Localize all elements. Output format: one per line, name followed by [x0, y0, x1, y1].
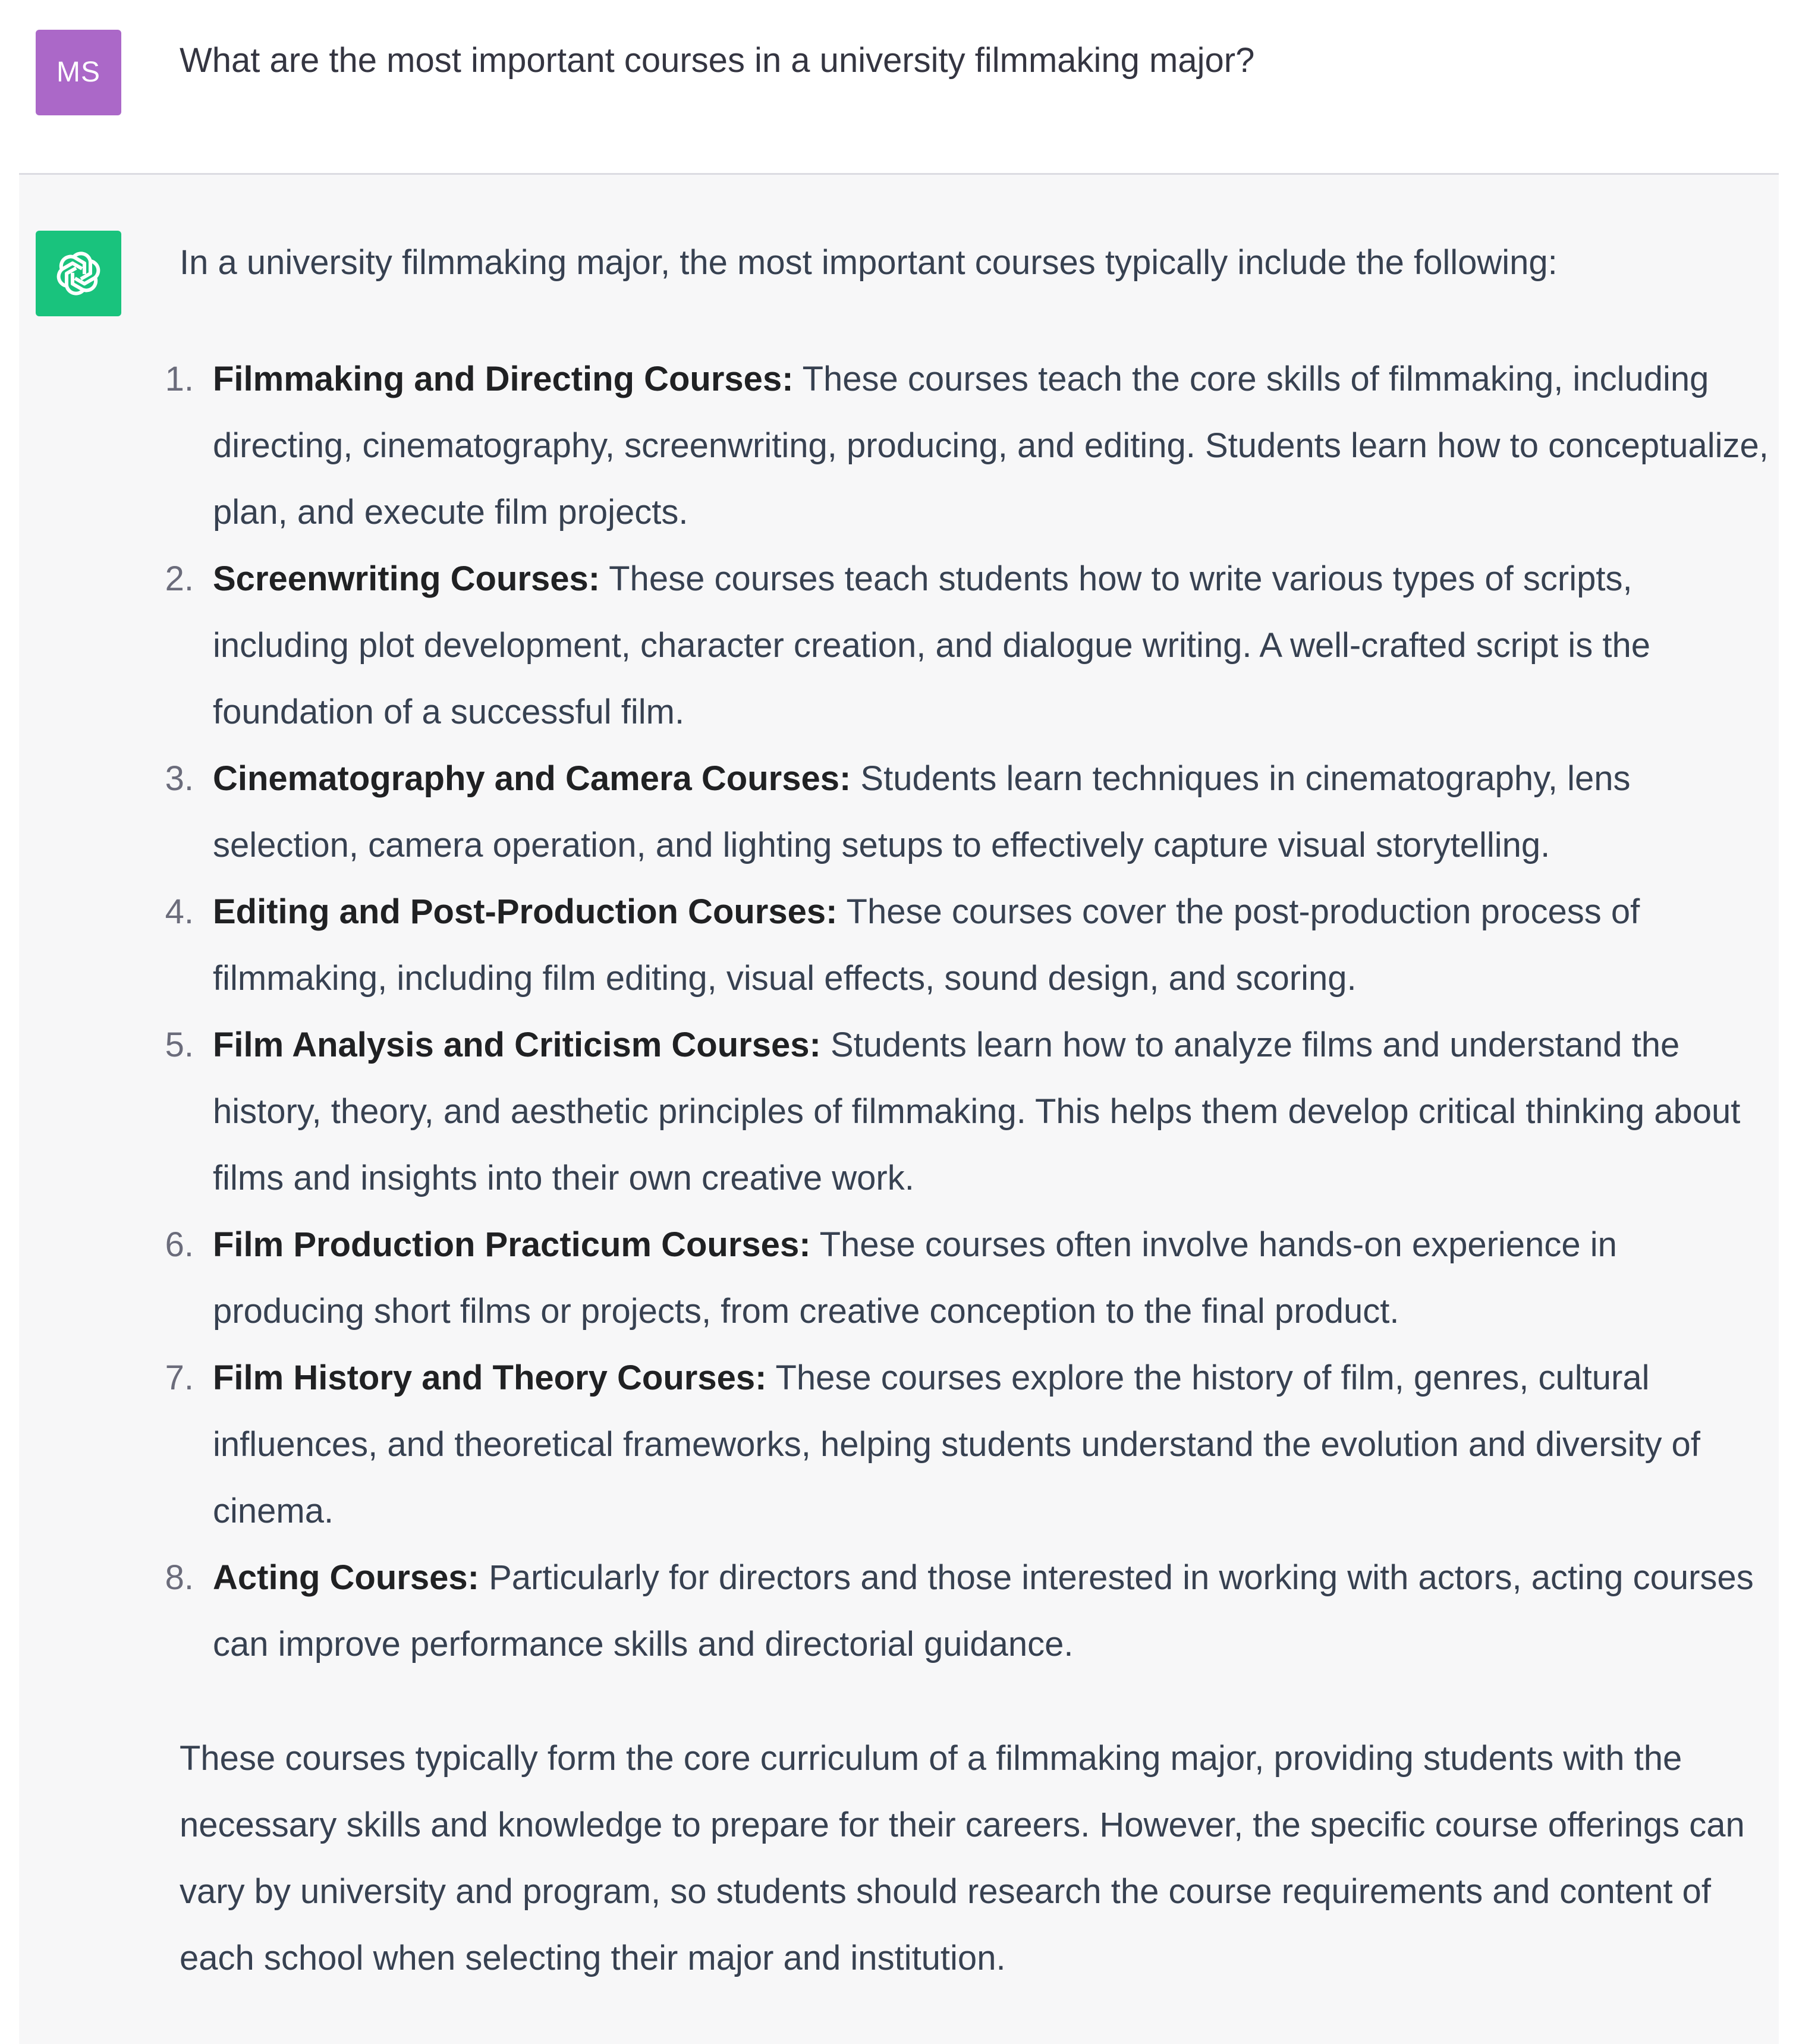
- list-item: [165, 1545, 1773, 1678]
- course-description: These courses teach the core skills of filmmaking, including directing, cinematography, screenwriting, producing, and editing. Students learn how to conceptualize, plan, and execute film projects.: [213, 360, 1769, 532]
- user-message-row: [0, 0, 1796, 172]
- course-title: Film Production Practicum Courses:: [213, 1225, 811, 1264]
- course-title: Film History and Theory Courses:: [213, 1359, 767, 1397]
- openai-logo-icon: [50, 245, 107, 302]
- list-item: [165, 1012, 1773, 1212]
- course-list: [165, 346, 1773, 1678]
- course-title: Film Analysis and Criticism Courses:: [213, 1026, 821, 1064]
- course-description: These courses explore the history of film, genres, cultural influences, and theoretical frameworks, helping students understand the evolution and diversity of cinema.: [213, 1359, 1700, 1530]
- list-number: 8.: [165, 1558, 194, 1597]
- list-item: [165, 1345, 1773, 1545]
- list-number: 5.: [165, 1026, 194, 1064]
- list-number: 1.: [165, 360, 194, 398]
- list-item: [165, 746, 1773, 879]
- assistant-avatar: [36, 231, 121, 316]
- list-item: [165, 879, 1773, 1012]
- list-item: [165, 546, 1773, 746]
- user-avatar: MS: [36, 30, 121, 115]
- assistant-message-row: [19, 175, 1779, 2044]
- list-number: 2.: [165, 559, 194, 598]
- course-title: Screenwriting Courses:: [213, 559, 600, 598]
- list-number: 3.: [165, 759, 194, 798]
- user-message-text: What are the most important courses in a university filmmaking major?: [180, 41, 1255, 80]
- course-title: Cinematography and Camera Courses:: [213, 759, 851, 798]
- list-item: [165, 346, 1773, 546]
- course-title: Editing and Post-Production Courses:: [213, 892, 838, 931]
- list-number: 6.: [165, 1225, 194, 1264]
- reply-conclusion: These courses typically form the core curriculum of a filmmaking major, providing students with the necessary skills and knowledge to prepare for their careers. However, the specific course offerings can vary by university and program, so students should research the course requirements and content of each school when selecting their major and institution.: [180, 1739, 1745, 1977]
- course-description: Students learn techniques in cinematography, lens selection, camera operation, and lighting setups to effectively capture visual storytelling.: [213, 759, 1631, 864]
- list-item: [165, 1212, 1773, 1345]
- course-description: These courses cover the post-production process of filmmaking, including film editing, visual effects, sound design, and scoring.: [213, 892, 1640, 998]
- course-description: Particularly for directors and those interested in working with actors, acting courses can improve performance skills and directorial guidance.: [213, 1558, 1754, 1663]
- reply-intro: In a university filmmaking major, the most important courses typically include the following:: [180, 243, 1558, 282]
- course-title: Acting Courses:: [213, 1558, 479, 1597]
- course-title: Filmmaking and Directing Courses:: [213, 360, 794, 398]
- list-number: 7.: [165, 1359, 194, 1397]
- course-description: These courses often involve hands-on experience in producing short films or projects, from creative conception to the final product.: [213, 1225, 1617, 1331]
- course-description: Students learn how to analyze films and understand the history, theory, and aesthetic principles of filmmaking. This helps them develop critical thinking about films and insights into their own creative work.: [213, 1026, 1741, 1197]
- course-description: These courses teach students how to write various types of scripts, including plot development, character creation, and dialogue writing. A well-crafted script is the foundation of a successful film.: [213, 559, 1650, 731]
- assistant-reply: [165, 239, 1773, 1992]
- list-number: 4.: [165, 892, 194, 931]
